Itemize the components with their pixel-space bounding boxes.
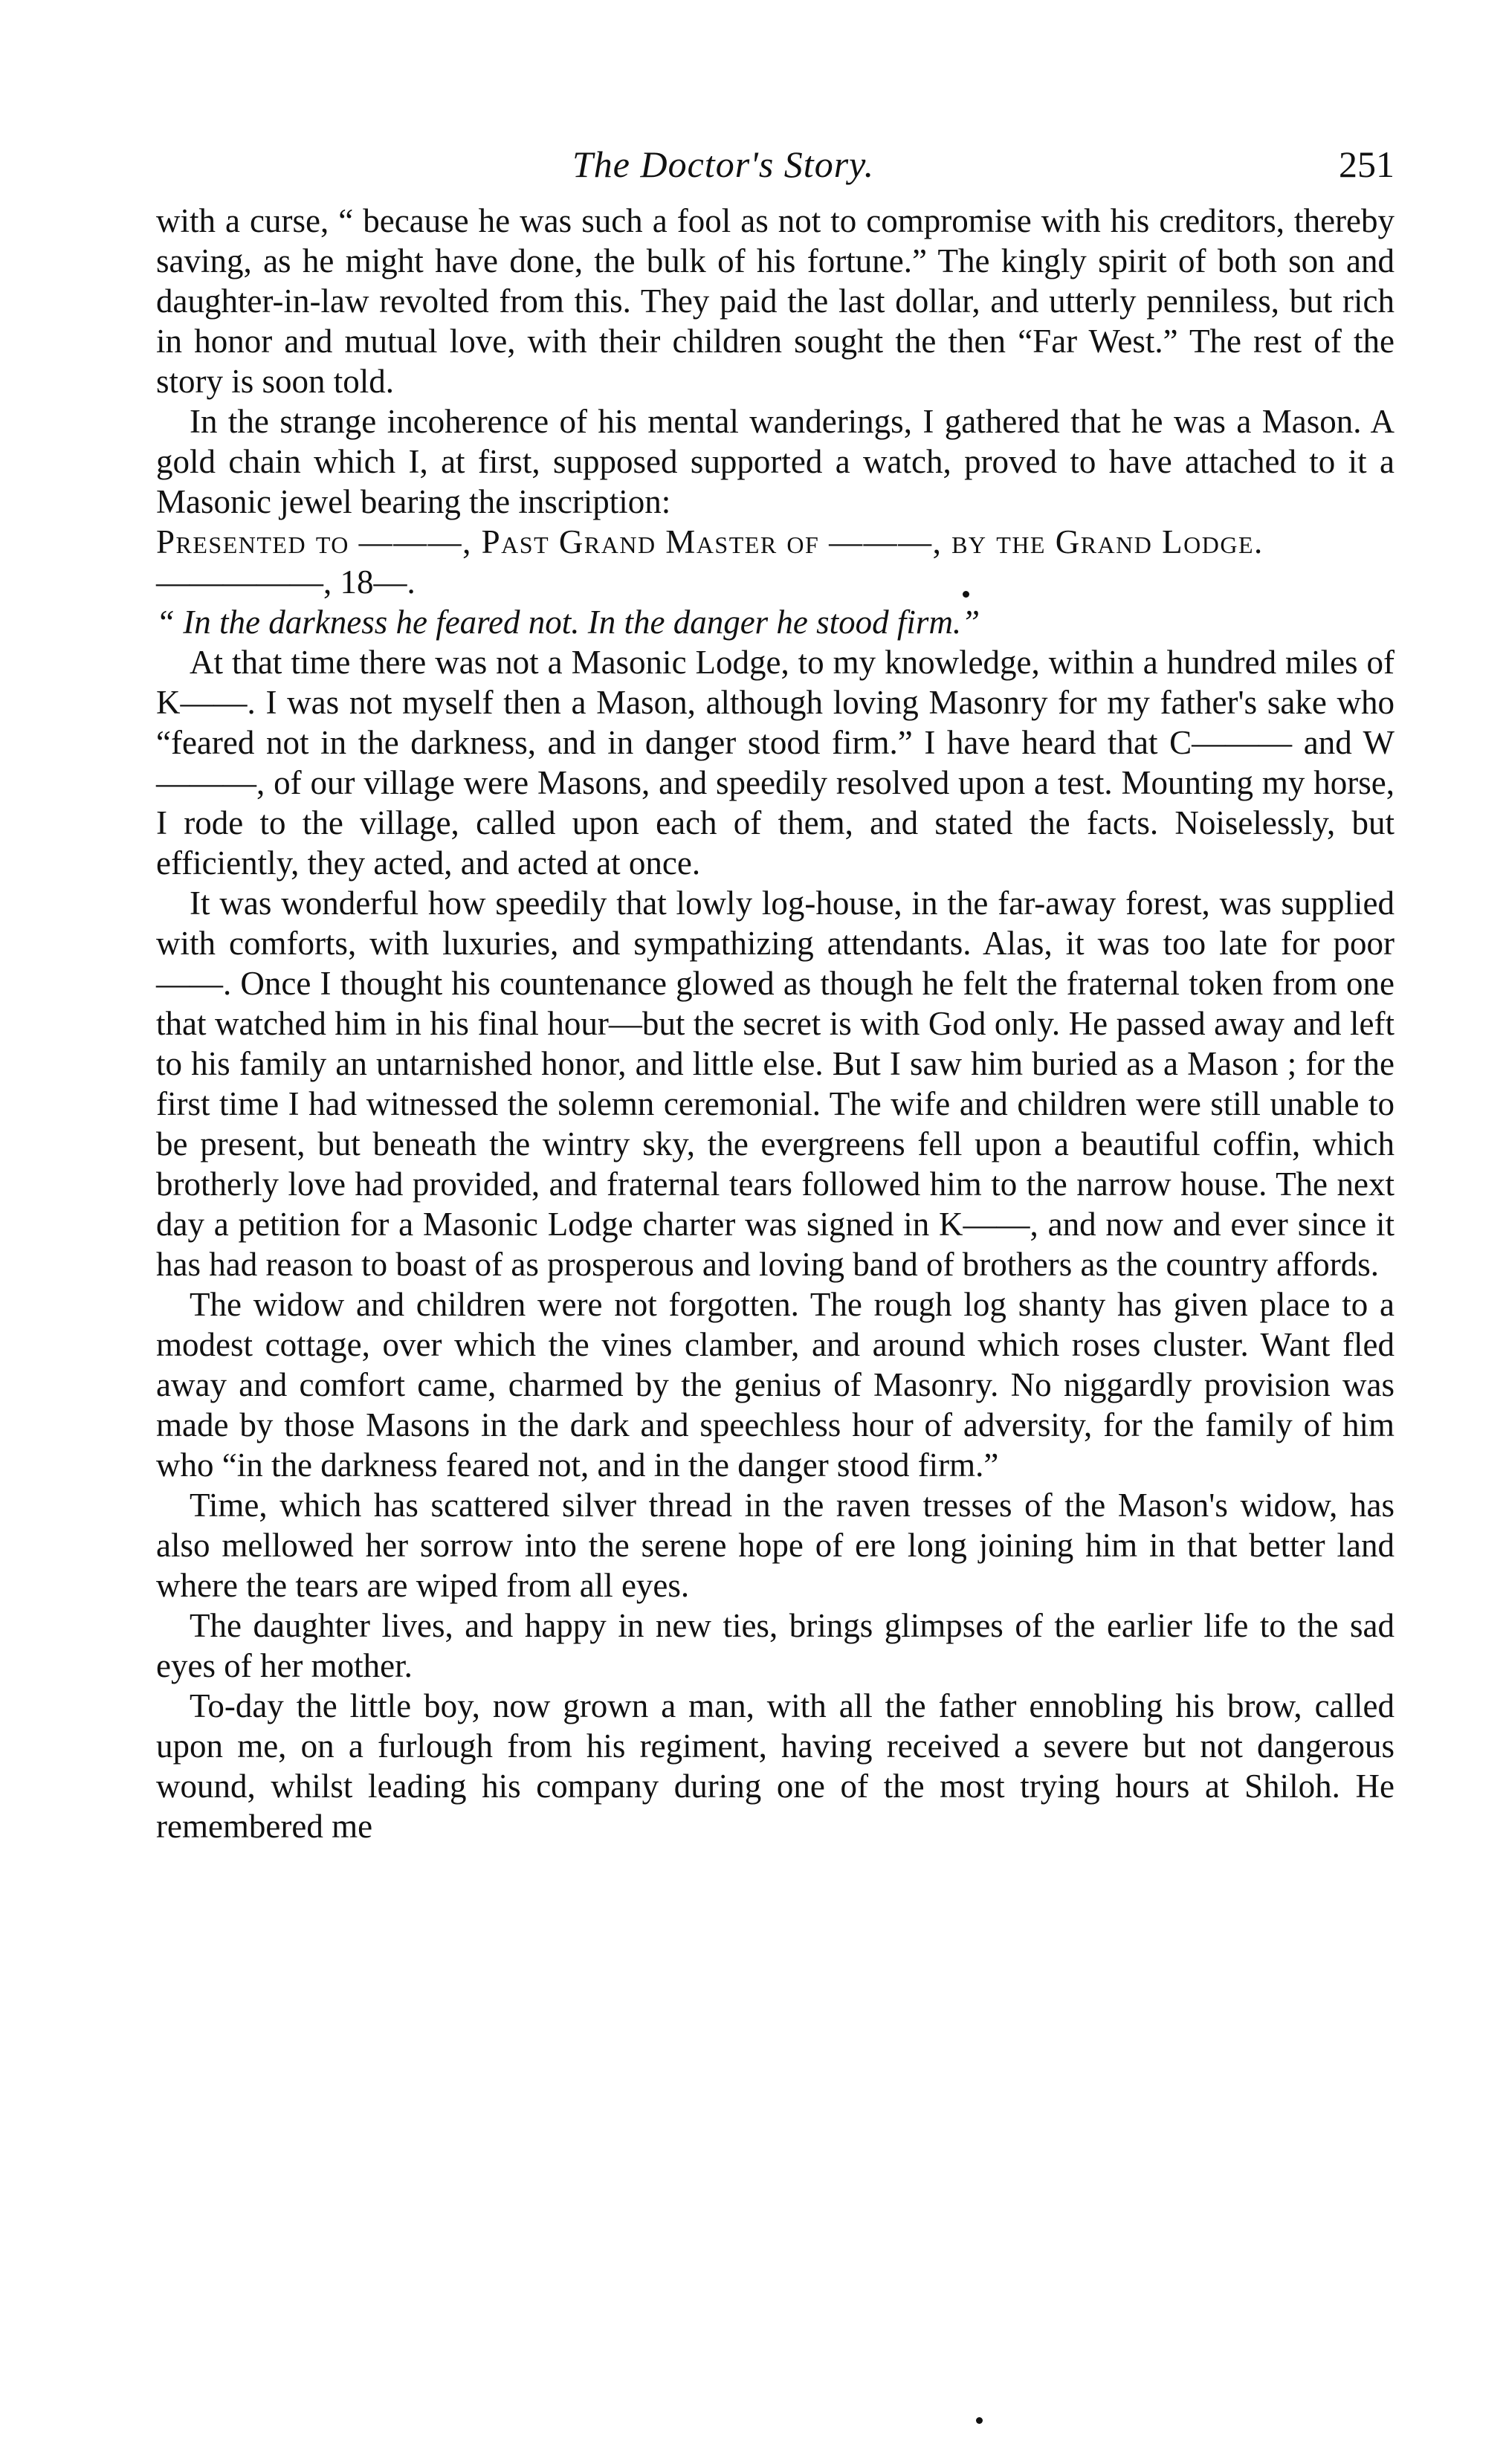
paragraph: At that time there was not a Masonic Lodge, to my knowledge, within a hundred miles of K——. I was not myself then a Mason, although loving Masonry for my father's sake who “feared not in the darkness, and in danger stood firm.” I have heard that C——— and W———, of our village were Masons, and speedily resolved upon a test. Mounting my horse, I rode to the village, called upon each of them, and stated the facts. Noiselessly, but efficiently, they acted, and acted at once.	[156, 644, 1394, 882]
running-title: The Doctor's Story.	[572, 143, 875, 185]
print-speck	[963, 591, 969, 598]
page-body	[156, 201, 1394, 1846]
page-number: 251	[1339, 143, 1394, 185]
paragraph: Time, which has scattered silver thread in the raven tresses of the Mason's widow, has also mellowed her sorrow into the serene hope of ere long joining him in that better land where the tears are wiped from all eyes.	[156, 1487, 1394, 1604]
paragraph-continued: with a curse, “ because he was such a fool as not to compromise with his creditors, thereby saving, as he might have done, the bulk of his fortune.” The kingly spirit of both son and daughter-in-law revolted from this. They paid the last dollar, and utterly penniless, but rich in honor and mutual love, with their children sought the then “Far West.” The rest of the story is soon told.	[156, 202, 1394, 400]
print-speck	[976, 2417, 983, 2424]
inscription-date: —————, 18—.	[156, 563, 416, 601]
jewel-inscription	[156, 522, 1394, 642]
inscription-line: Presented to ———, Past Grand Master of ———, by the Grand Lodge.	[156, 523, 1264, 560]
inscription-motto: “ In the darkness he feared not. In the danger he stood firm.”	[156, 604, 980, 641]
paragraph: The widow and children were not forgotten. The rough log shanty has given place to a modest cottage, over which the vines clamber, and around which roses cluster. Want fled away and comfort came, charmed by the genius of Masonry. No niggardly provision was made by those Masons in the dark and speechless hour of adversity, for the family of him who “in the darkness feared not, and in the danger stood firm.”	[156, 1286, 1394, 1484]
paragraph: To-day the little boy, now grown a man, with all the father ennobling his brow, called upon me, on a furlough from his regiment, having received a severe but not dangerous wound, whilst leading his company during one of the most trying hours at Shiloh. He remembered me	[156, 1687, 1394, 1845]
running-head	[156, 111, 1394, 193]
paragraph: It was wonderful how speedily that lowly log-house, in the far-away forest, was supplied with comforts, with luxuries, and sympathizing attendants. Alas, it was too late for poor——. Once I thought his countenance glowed as though he felt the fraternal token from one that watched him in his final hour—but the secret is with God only. He passed away and left to his family an untarnished honor, and little else. But I saw him buried as a Mason ; for the first time I had witnessed the solemn ceremonial. The wife and children were still unable to be present, but beneath the wintry sky, the evergreens fell upon a beautiful coffin, which brotherly love had provided, and fraternal tears followed him to the narrow house. The next day a petition for a Masonic Lodge charter was signed in K——, and now and ever since it has had reason to boast of as prosperous and loving band of brothers as the country affords.	[156, 885, 1394, 1283]
paragraph: In the strange incoherence of his mental wanderings, I gathered that he was a Mason. A gold chain which I, at first, supposed supported a watch, proved to have attached to it a Masonic jewel bearing the inscription:	[156, 403, 1394, 520]
paragraph: The daughter lives, and happy in new ties, brings glimpses of the earlier life to the sad eyes of her mother.	[156, 1607, 1394, 1684]
